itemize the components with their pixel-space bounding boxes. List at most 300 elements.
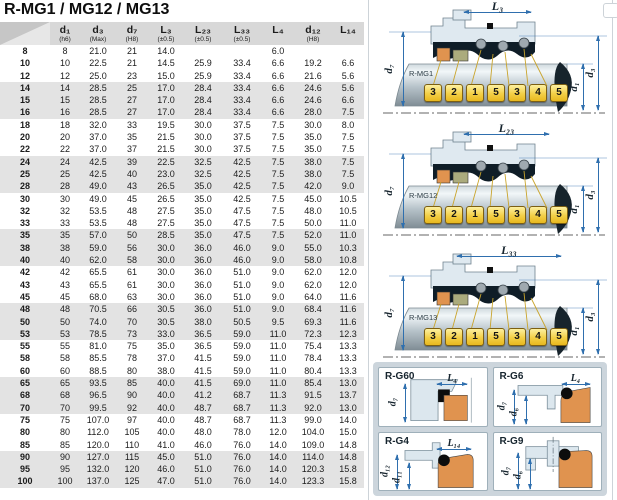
column-header (184, 22, 222, 45)
value-cell: 97 (126, 414, 137, 425)
table-row (0, 180, 364, 192)
value-cell: 27 (116, 106, 148, 118)
column-header-label: L₂₃ (195, 23, 211, 36)
row-label: 68 (0, 389, 50, 401)
column-header-tolerance: (h6) (59, 35, 71, 43)
value-cell: 30.0 (194, 119, 212, 130)
dimension-line-length (464, 0, 531, 13)
value-cell: 36.5 (184, 328, 222, 340)
callout-number: 4 (529, 328, 547, 346)
value-cell (332, 45, 364, 57)
row-label: 55 (19, 341, 30, 352)
table-row (0, 426, 364, 438)
value-cell: 50.0 (304, 218, 322, 229)
dim-label-d7: d₇ (383, 64, 395, 74)
value-cell: 25.0 (89, 70, 107, 81)
value-cell: 53 (50, 328, 80, 340)
value-cell: 46.0 (194, 439, 212, 450)
value-cell: 38 (50, 242, 80, 254)
column-header-tolerance: (H8) (125, 35, 139, 43)
row-label: 14 (0, 82, 50, 94)
table-row (0, 106, 364, 118)
value-cell: 12.0 (269, 427, 287, 438)
value-cell: 68.7 (233, 414, 251, 425)
value-cell: 73 (116, 328, 148, 340)
dim-label-d7: d₇ (383, 186, 395, 196)
seal-diagram (369, 121, 612, 244)
value-cell: 11.3 (262, 389, 294, 401)
value-cell: 40 (50, 254, 80, 266)
seat-model-label: R-G4 (385, 435, 409, 447)
value-cell: 35.0 (194, 218, 212, 229)
value-cell: 70 (50, 402, 80, 414)
dimension-line-d11 (409, 463, 410, 489)
value-cell: 43 (116, 180, 148, 192)
dim-label-d6: d₆ (508, 407, 519, 417)
value-cell: 42.5 (222, 168, 262, 180)
value-cell: 78.4 (304, 353, 322, 364)
column-header-tolerance: (H8) (306, 35, 320, 43)
callout-plates (424, 206, 568, 224)
value-cell: 58 (116, 254, 148, 266)
value-cell: 6.6 (262, 106, 294, 118)
row-label: 12 (19, 70, 30, 81)
seal-diagram (369, 243, 612, 366)
column-header-tolerance: (±0.5) (194, 35, 212, 43)
value-cell: 59.0 (233, 365, 251, 376)
value-cell: 59.0 (233, 353, 251, 364)
value-cell: 37.5 (233, 144, 251, 155)
table-row (0, 205, 364, 217)
row-label: 28 (0, 180, 50, 192)
value-cell: 41.5 (194, 365, 212, 376)
value-cell: 37.0 (89, 144, 107, 155)
table-row (0, 451, 364, 463)
value-cell: 137.0 (80, 475, 116, 487)
value-cell: 78.0 (233, 427, 251, 438)
callout-number: 2 (445, 328, 463, 346)
value-cell: 27.5 (157, 205, 175, 216)
row-label: 70 (0, 402, 50, 414)
value-cell: 53.5 (89, 205, 107, 216)
dim-label-d7: d₇ (496, 401, 507, 411)
value-cell: 21.5 (157, 132, 175, 143)
value-cell: 7.5 (332, 156, 364, 168)
value-cell: 10 (59, 58, 70, 69)
value-cell: 76.0 (222, 451, 262, 463)
callout-number: 2 (445, 84, 463, 102)
value-cell: 9.0 (262, 303, 294, 315)
value-cell: 35.0 (194, 193, 212, 204)
value-cell: 68.0 (89, 291, 107, 302)
value-cell: 11.0 (262, 377, 294, 389)
dim-label-d7: d₇ (500, 466, 511, 475)
table-row (0, 352, 364, 364)
value-cell: 7.5 (332, 168, 364, 180)
value-cell: 7.5 (271, 144, 285, 155)
value-cell: 60 (59, 365, 70, 376)
value-cell: 59.0 (80, 242, 116, 254)
seat-model-label: R-G9 (499, 435, 524, 447)
table-row (0, 45, 364, 57)
dim-label-d11: d₁₁ (391, 470, 403, 483)
callout-number: 1 (466, 328, 484, 346)
row-label: 40 (0, 254, 50, 266)
seat-diagram-rg4 (378, 432, 488, 492)
model-label: R-MG1 (409, 69, 434, 78)
value-cell: 41.0 (157, 439, 175, 450)
value-cell: 63 (126, 291, 137, 302)
value-cell: 107.0 (86, 414, 110, 425)
value-cell: 85.5 (89, 353, 107, 364)
value-cell: 33.4 (222, 106, 262, 118)
dimension-line-d7 (403, 276, 404, 350)
callout-number: 3 (424, 328, 442, 346)
value-cell: 14.0 (262, 463, 294, 475)
table-body (0, 45, 364, 488)
row-label: 32 (19, 205, 30, 216)
value-cell: 38.0 (294, 168, 332, 180)
dimension-line-l4 (437, 373, 467, 385)
dimension-line-length (457, 243, 561, 257)
value-cell: 17.0 (148, 82, 184, 94)
column-header-label: d₁ (59, 23, 71, 36)
value-cell: 14.0 (157, 46, 175, 56)
row-label: 43 (19, 279, 30, 290)
value-cell: 14.8 (332, 451, 364, 463)
value-cell: 7.5 (271, 119, 285, 130)
value-cell: 62.0 (80, 254, 116, 266)
seal-cross-section-drawing (369, 246, 612, 366)
callout-number: 1 (466, 206, 484, 224)
value-cell: 48.0 (194, 427, 212, 438)
column-header (332, 22, 364, 45)
value-cell: 6.6 (271, 58, 285, 69)
value-cell: 37.0 (157, 353, 175, 364)
value-cell: 19.5 (157, 119, 175, 130)
dimension-line-d7 (403, 32, 404, 106)
table-row (0, 402, 364, 414)
value-cell: 37.5 (233, 119, 251, 130)
value-cell: 24.6 (294, 82, 332, 94)
dimension-line-d3 (598, 158, 599, 232)
row-label: 65 (0, 377, 50, 389)
value-cell: 42.0 (294, 180, 332, 192)
value-cell: 30.5 (148, 316, 184, 328)
value-cell: 14.5 (157, 58, 175, 69)
value-cell: 30.0 (148, 254, 184, 266)
value-cell: 28.5 (80, 106, 116, 118)
value-cell: 32 (59, 205, 70, 216)
value-cell: 10.5 (339, 205, 357, 216)
value-cell: 48 (50, 303, 80, 315)
value-cell: 40.0 (148, 377, 184, 389)
value-cell: 15.8 (332, 475, 364, 487)
value-cell: 62.0 (304, 267, 322, 278)
value-cell: 13.3 (339, 365, 357, 376)
value-cell: 91.5 (294, 389, 332, 401)
column-header-tolerance: (±0.5) (157, 35, 175, 43)
value-cell: 123.3 (294, 475, 332, 487)
page-title: R-MG1 / MG12 / MG13 (4, 1, 170, 18)
value-cell: 47.5 (222, 229, 262, 241)
value-cell: 14 (50, 82, 80, 94)
value-cell: 12.3 (332, 328, 364, 340)
value-cell: 25.9 (194, 58, 212, 69)
value-cell: 41.2 (184, 389, 222, 401)
seat-diagram-rg60 (378, 367, 488, 427)
value-cell: 92.0 (294, 402, 332, 414)
value-cell: 22.5 (148, 156, 184, 168)
value-cell: 120 (116, 463, 148, 475)
value-cell: 33 (126, 119, 137, 130)
dim-label-length: L₃₃ (501, 243, 517, 257)
value-cell: 11.6 (332, 316, 364, 328)
column-header (50, 22, 80, 45)
row-label: 80 (19, 427, 30, 438)
table-row (0, 143, 364, 155)
row-label: 100 (0, 475, 50, 487)
column-header-label: L₃₃ (233, 23, 251, 36)
value-cell: 13.0 (332, 377, 364, 389)
row-label: 30 (19, 193, 30, 204)
value-cell: 28.4 (184, 82, 222, 94)
value-cell: 7.5 (341, 144, 355, 155)
value-cell: 68.7 (222, 402, 262, 414)
value-cell: 5.6 (332, 82, 364, 94)
callout-plates (424, 328, 568, 346)
callout-number: 3 (508, 328, 526, 346)
row-label: 42 (19, 267, 30, 278)
table-row (0, 463, 364, 475)
value-cell: 28.5 (80, 94, 116, 106)
value-cell: 28.5 (80, 82, 116, 94)
callout-number: 1 (466, 84, 484, 102)
value-cell: 90 (50, 451, 80, 463)
table-row (0, 193, 364, 205)
row-label: 48 (0, 303, 50, 315)
value-cell: 55 (59, 341, 70, 352)
value-cell: 33.4 (222, 94, 262, 106)
dim-label-d3: d₃ (584, 68, 596, 78)
value-cell: 12.0 (339, 279, 357, 290)
table-row (0, 70, 364, 82)
dim-label-l14: L₁₄ (447, 437, 461, 449)
value-cell: 70.5 (80, 303, 116, 315)
value-cell: 75 (126, 341, 137, 352)
column-header (116, 22, 148, 45)
row-label: 90 (0, 451, 50, 463)
callout-number: 3 (424, 84, 442, 102)
value-cell: 43 (59, 279, 70, 290)
value-cell (222, 45, 262, 57)
seal-cross-section-drawing (369, 2, 612, 122)
value-cell: 48.7 (194, 414, 212, 425)
value-cell: 7.5 (271, 193, 285, 204)
value-cell: 38.0 (294, 156, 332, 168)
table-row (0, 254, 364, 266)
table-row (0, 377, 364, 389)
table-row (0, 82, 364, 94)
value-cell: 132.0 (80, 463, 116, 475)
value-cell: 24 (50, 156, 80, 168)
value-cell: 13.7 (332, 389, 364, 401)
row-label: 10 (19, 58, 30, 69)
value-cell: 11.0 (339, 218, 357, 229)
value-cell: 48 (126, 205, 137, 216)
value-cell: 88.5 (89, 365, 107, 376)
value-cell: 37.5 (233, 132, 251, 143)
value-cell: 35.0 (304, 144, 322, 155)
value-cell: 13.3 (339, 341, 357, 352)
table-row (0, 328, 364, 340)
dim-label-d7: d₇ (387, 397, 399, 407)
value-cell: 42.5 (80, 156, 116, 168)
row-label: 25 (0, 168, 50, 180)
value-cell: 99.5 (80, 402, 116, 414)
value-cell: 114.0 (294, 451, 332, 463)
table-row (0, 340, 364, 352)
value-cell: 11.3 (262, 402, 294, 414)
value-cell: 45.0 (148, 451, 184, 463)
value-cell: 78.5 (80, 328, 116, 340)
row-label: 95 (0, 463, 50, 475)
value-cell: 104.0 (301, 427, 325, 438)
value-cell: 93.5 (80, 377, 116, 389)
value-cell: 28.4 (184, 106, 222, 118)
value-cell: 9.0 (262, 254, 294, 266)
column-header (148, 22, 184, 45)
value-cell: 61 (126, 267, 137, 278)
value-cell: 36.0 (184, 242, 222, 254)
value-cell: 32.5 (184, 156, 222, 168)
dim-label-d7: d₇ (383, 308, 395, 318)
value-cell: 100 (50, 475, 80, 487)
value-cell: 19.2 (304, 58, 322, 69)
value-cell: 65 (50, 377, 80, 389)
value-cell: 30.0 (304, 119, 322, 130)
dimension-line-length (464, 121, 549, 135)
value-cell: 28.4 (184, 94, 222, 106)
value-cell: 51.0 (184, 475, 222, 487)
value-cell: 6.0 (271, 46, 285, 56)
value-cell: 46.0 (222, 254, 262, 266)
value-cell: 7.5 (271, 132, 285, 143)
value-cell: 80 (59, 427, 70, 438)
value-cell: 25 (116, 82, 148, 94)
value-cell: 99.0 (304, 414, 322, 425)
column-header-label: d₇ (126, 23, 138, 36)
value-cell: 51.0 (222, 303, 262, 315)
value-cell: 27.5 (157, 218, 175, 229)
value-cell: 80 (126, 365, 137, 376)
dimension-line-l4 (562, 373, 590, 385)
table-row (0, 414, 364, 426)
value-cell: 9.0 (271, 267, 285, 278)
value-cell: 30.5 (148, 303, 184, 315)
value-cell: 68.4 (294, 303, 332, 315)
callout-number: 5 (550, 328, 568, 346)
column-header (294, 22, 332, 45)
value-cell: 14.0 (269, 439, 287, 450)
dimension-line-d6 (530, 459, 531, 489)
value-cell: 41.5 (194, 353, 212, 364)
table-row (0, 217, 364, 229)
value-cell: 105 (124, 427, 140, 438)
value-cell: 59.0 (222, 328, 262, 340)
row-label: 75 (19, 414, 30, 425)
value-cell: 46.0 (148, 463, 184, 475)
value-cell: 7.5 (341, 132, 355, 143)
value-cell: 50.5 (222, 316, 262, 328)
value-cell: 76.0 (222, 463, 262, 475)
value-cell: 48.7 (184, 402, 222, 414)
value-cell: 85 (59, 439, 70, 450)
dim-label-d1: d₁ (568, 204, 580, 214)
value-cell: 40.0 (148, 389, 184, 401)
value-cell: 42 (59, 267, 70, 278)
value-cell: 51.0 (233, 279, 251, 290)
value-cell: 6.6 (332, 94, 364, 106)
callout-number: 5 (487, 84, 505, 102)
value-cell: 21.0 (89, 46, 107, 56)
value-cell: 58 (59, 353, 70, 364)
value-cell: 75 (59, 414, 70, 425)
value-cell: 10.8 (332, 254, 364, 266)
value-cell: 21 (126, 58, 137, 69)
value-cell: 33 (59, 218, 70, 229)
value-cell (294, 45, 332, 57)
column-header-label: d₁₂ (305, 23, 321, 36)
value-cell: 30.0 (157, 291, 175, 302)
value-cell: 36.0 (194, 279, 212, 290)
seal-diagram (369, 2, 612, 122)
callout-number: 3 (508, 206, 526, 224)
dim-label-d6: d₆ (512, 470, 523, 479)
value-cell: 30.0 (157, 267, 175, 278)
value-cell: 20 (59, 132, 70, 143)
seal-cross-section-drawing (369, 124, 612, 244)
value-cell: 28.0 (294, 106, 332, 118)
row-label: 33 (19, 218, 30, 229)
callout-number: 3 (508, 84, 526, 102)
value-cell: 33.0 (148, 328, 184, 340)
value-cell: 42.5 (80, 168, 116, 180)
row-label: 20 (19, 132, 30, 143)
value-cell: 18 (59, 119, 70, 130)
value-cell: 56 (116, 242, 148, 254)
value-cell: 35.0 (184, 229, 222, 241)
value-cell: 39 (116, 156, 148, 168)
value-cell: 30.0 (194, 144, 212, 155)
dim-label-d1: d₁ (568, 82, 580, 92)
value-cell: 15.0 (157, 70, 175, 81)
value-cell: 11.0 (269, 365, 287, 376)
callout-number: 5 (487, 206, 505, 224)
row-label: 24 (0, 156, 50, 168)
value-cell: 7.5 (262, 229, 294, 241)
table-row (0, 229, 364, 241)
table-row (0, 279, 364, 291)
seat-model-label: R-G6 (499, 371, 524, 382)
value-cell: 14.0 (339, 414, 357, 425)
row-label: 85 (19, 439, 30, 450)
value-cell: 64.0 (304, 291, 322, 302)
callout-number: 3 (424, 206, 442, 224)
table-row (0, 168, 364, 180)
dimension-table (0, 22, 364, 488)
column-header-label: L₃ (160, 23, 172, 36)
